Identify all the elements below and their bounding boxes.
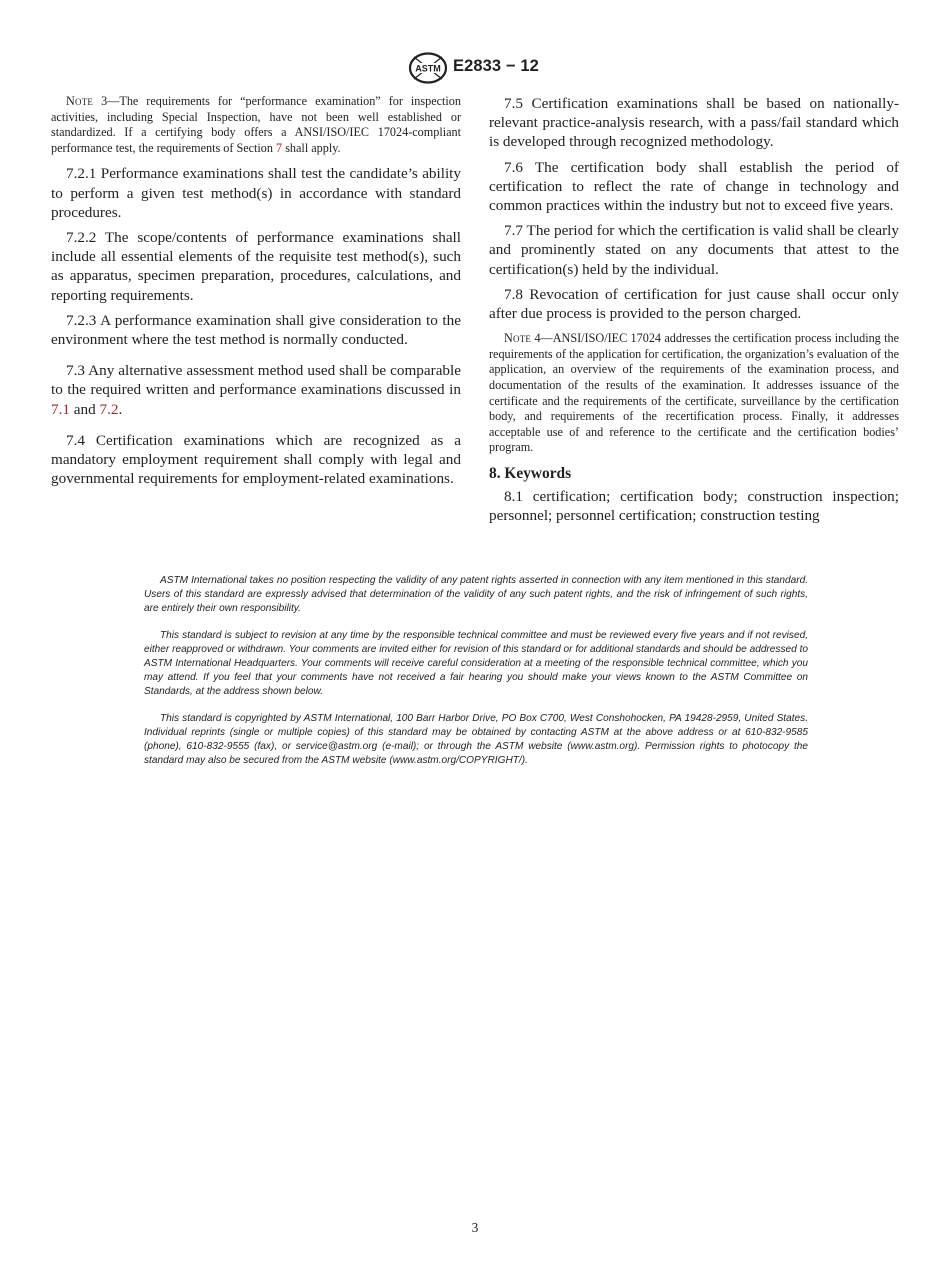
legal-footer bbox=[144, 574, 808, 781]
paragraph-7-4: 7.4 Certification examinations which are recognized as a mandatory employment requirement shall comply with legal and governmental requirements for employment-related examinations. bbox=[51, 431, 461, 488]
document-designation: E2833 − 12 bbox=[453, 57, 539, 75]
paragraph-7-3-text: 7.3 Any alternative assessment method used shall be comparable to the required written and performance examinations discussed in bbox=[51, 362, 461, 399]
astm-logo-icon bbox=[408, 52, 448, 84]
paragraph-7-5: 7.5 Certification examinations shall be based on nationally-relevant practice-analysis research, with a pass/fail standard which is developed through recognized methodology. bbox=[489, 95, 899, 151]
section-7-link[interactable]: 7 bbox=[276, 140, 283, 155]
revision-notice: This standard is subject to revision at any time by the responsible technical committee and must be reviewed every five years and if not revised, either reapproved or withdrawn. Your comments are invited either for revision of this standard or for additional standards and should be addressed to ASTM International Headquarters. Your comments will receive careful consideration at a meeting of the responsible technical committee, which you may attend. If you feel that your comments have not received a fair hearing you should make your views known to the ASTM Committee on Standards, at the address shown below. bbox=[144, 630, 808, 697]
paragraph-7-7: 7.7 The period for which the certification is valid shall be clearly and prominently stated on any documents that attest to the certification(s) held by the individual. bbox=[489, 222, 899, 278]
left-column bbox=[51, 94, 461, 494]
paragraph-7-3 bbox=[51, 361, 461, 419]
note-3-number: 3 bbox=[101, 94, 108, 108]
note-4 bbox=[489, 331, 899, 456]
note-4-label: Note bbox=[504, 331, 532, 346]
paragraph-8-1: 8.1 certification; certification body; construction inspection; personnel; personnel certification; construction testing bbox=[489, 488, 899, 525]
note-4-number: 4 bbox=[534, 331, 541, 346]
right-column bbox=[489, 94, 899, 532]
section-7-2-link[interactable]: 7.2 bbox=[99, 400, 119, 418]
paragraph-7-2-3: 7.2.3 A performance examination shall give consideration to the environment where the test method is normally conducted. bbox=[51, 311, 461, 348]
note-3-label: Note bbox=[66, 94, 94, 108]
note-3-tail: shall apply. bbox=[282, 140, 341, 155]
note-4-text: —ANSI/ISO/IEC 17024 addresses the certification process including the requirements of the application for certification, the organization’s evaluation of the application, an overview of the requirements of the examination process, and documentation of the results of the examination. It addresses issuance of the certificate and the requirements of the certificate, surveillance by the certification body, and requirements of the recertification process. Finally, it addresses acceptable use of and reference to the certificate and the certification bodies’ program. bbox=[489, 331, 899, 455]
page-number: 3 bbox=[471, 1220, 479, 1235]
note-3 bbox=[51, 94, 461, 156]
patent-notice: ASTM International takes no position respecting the validity of any patent rights asserted in connection with any item mentioned in this standard. Users of this standard are expressly advised that determination of the validity of any such patent rights, and the risk of infringement of such rights, are entirely their own responsibility. bbox=[144, 575, 808, 614]
paragraph-7-3-end: . bbox=[118, 400, 123, 418]
paragraph-7-6: 7.6 The certification body shall establish the period of certification to reflect the rate of change in technology and common practices within the industry but not to exceed five years. bbox=[489, 158, 899, 215]
page-header bbox=[0, 52, 950, 86]
logo-text: ASTM bbox=[415, 63, 441, 74]
paragraph-7-2-2: 7.2.2 The scope/contents of performance examinations shall include all essential elements of the requisite test method(s), such as apparatus, specimen preparation, procedures, calculations, and reporting requirements. bbox=[51, 228, 461, 304]
copyright-notice: This standard is copyrighted by ASTM International, 100 Barr Harbor Drive, PO Box C700, West Conshohocken, PA 19428-2959, United States. Individual reprints (single or multiple copies) of this standard may be obtained by contacting ASTM at the above address or at 610-832-9585 (phone), 610-832-9555 (fax), or service@astm.org (e-mail); or through the ASTM website (www.astm.org). Permission rights to photocopy the standard may also be secured from the ASTM website (www.astm.org/COPYRIGHT/). bbox=[144, 713, 808, 766]
paragraph-7-2-1: 7.2.1 Performance examinations shall test the candidate’s ability to perform a given test method(s) in accordance with standard procedures. bbox=[51, 165, 461, 221]
section-7-1-link[interactable]: 7.1 bbox=[51, 400, 70, 418]
note-3-text: —The requirements for “performance examination” for inspection activities, including Special Inspection, have not been well established or standardized. If a certifying body offers a ANSI/ISO/IEC 17024-compliant performance test, the requirements of Section bbox=[51, 94, 461, 155]
paragraph-7-3-and: and bbox=[69, 400, 100, 418]
paragraph-7-8: 7.8 Revocation of certification for just cause shall occur only after due process is provided to the person charged. bbox=[489, 285, 899, 323]
section-8-heading: 8. Keywords bbox=[489, 464, 572, 482]
